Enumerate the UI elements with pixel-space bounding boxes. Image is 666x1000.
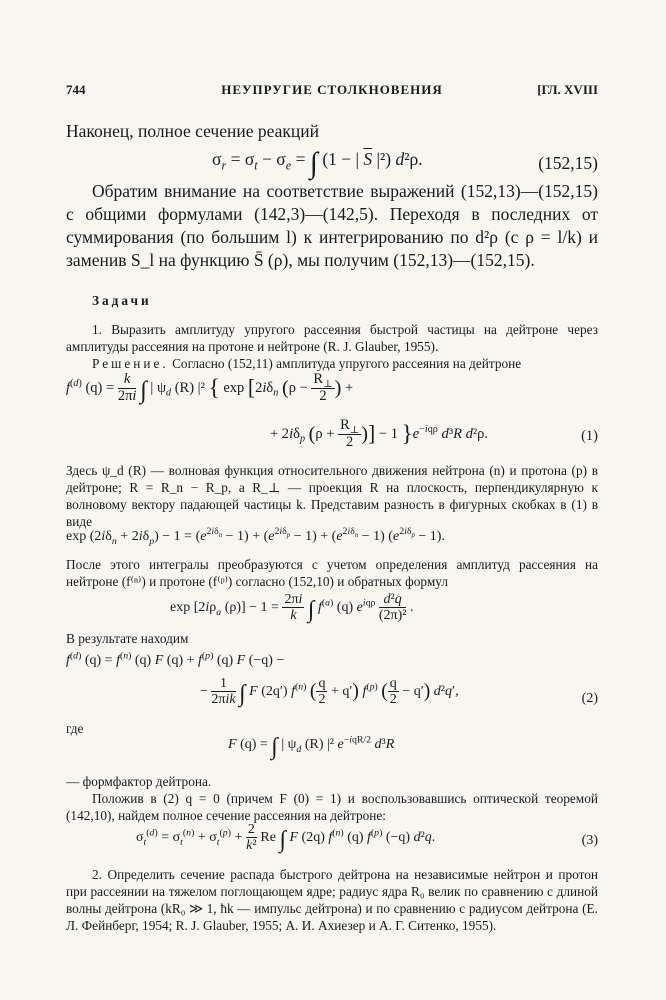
formfactor-text: — формфактор дейтрона. xyxy=(66,774,212,789)
page-number: 744 xyxy=(66,82,86,97)
running-title: НЕУПРУГИЕ СТОЛКНОВЕНИЯ xyxy=(221,82,443,97)
solution-head: Решение. xyxy=(92,356,169,371)
intro-text: Наконец, полное сечение реакций xyxy=(66,121,319,141)
equation-2-line-2: − $\frac{1}{\text{2πik}}$ ∫ F (2q′) $f^{(n)}$ ( $\frac{q}{2}$ + q′) $f^{(p)}$ ( $\frac{q}{2}$ − q′) d²q′, xyxy=(200,676,459,708)
after-text: После этого интегралы преобразуются с учетом определения амплитуд рассеяния на нейтроне (f⁽ⁿ⁾) и протоне (f⁽ᵖ⁾) согласно (152,10) и обратных формул xyxy=(66,557,598,589)
problem-2-statement: 2. Определить сечение распада быстрого дейтрона на независимые нейтрон и протон при рассеянии на тяжелом поглощающем ядре; радиус ядра R₀ велик по сравнению с длиной волны дейтрона (kR₀ ≫ 1, ħk — импульс дейтрона) и по сравнению с радиусом дейтрона (Е. Л. Фейнберг, 1954; R. J. Glauber, 1955; А. И. Ахиезер и А. Г. Ситенко, 1955). xyxy=(66,867,598,933)
solution-text: Согласно (152,11) амплитуда упругого рассеяния на дейтроне xyxy=(172,356,522,371)
equation-inverse-formula: $\exp [2i\rho_a$ (ρ)] − 1 = $\frac{2\pi i}{k}$ ∫ $f^{(a)}$ (q) $e^{iq\rho}$ $\frac{\text{d²q}}{\text{(2π)²}}$ . xyxy=(170,592,414,624)
solution-line xyxy=(66,355,598,372)
equation-1-label: (1) xyxy=(581,428,598,444)
equation-2-label: (2) xyxy=(581,691,598,706)
equation-3-label: (3) xyxy=(581,833,598,848)
gde-text: где xyxy=(66,721,84,736)
result-text: В результате находим xyxy=(66,631,189,646)
paragraph-compare: Обратим внимание на соответствие выражений (152,13)—(152,15) с общими формулами (142,3)—(142,5). Переходя в последних от суммирования (по большим l) к интегрированию по d²ρ (с ρ = l/k) и заменив S_l на функцию S̄ (ρ), мы получим (152,13)—(152,15). xyxy=(66,181,598,270)
page-header xyxy=(66,82,598,100)
equation-1-line-1: $f^{(d)}$ (q) = $\frac{k}{2\pi i}$ ∫ | $\psi_d$ (R) |² { $\exp [2i\delta_n$ (ρ − $\frac{R_\perp}{2}$ ) + xyxy=(66,371,354,404)
equation-1-line-2: + $2i\delta_p$ (ρ + $\frac{R_\perp}{2}$ )] − 1 }$e^{-iq\rho}$ d³R d²ρ. xyxy=(270,417,489,450)
equation-152-15: $\sigma_r = \sigma_t - \sigma_e$ = ∫ (1 − | $\overline{S}$ |²) d²ρ. xyxy=(212,146,423,180)
section-title: Задачи xyxy=(92,293,152,308)
equation-label: (152,15) xyxy=(538,153,598,173)
chapter-label: [ГЛ. XVIII xyxy=(537,82,598,97)
equation-2-line-1: $f^{(d)}$ $(q) = f^{(n)}$ (q) F $(q) + f^{(p)}$ (q) F (−q) − xyxy=(66,650,285,668)
equation-form-factor: F (q) = ∫ | $\psi_d$ (R) |² $e^{-iqR/2}$ d³R xyxy=(228,734,395,760)
equation-braces-expansion: $\exp (2i\delta_n + 2i\delta_p) - 1 = (e^{2i\delta_n} - 1) + (e^{2i\delta_p} - 1) + (e^{2i\delta_n} - 1) (e^{2i\delta_p} - 1)$. xyxy=(66,526,445,547)
problem-1-statement: 1. Выразить амплитуду упругого рассеяния быстрой частицы на дейтроне через амплитуды рассеяния на протоне и нейтроне (R. J. Glauber, 1955). xyxy=(66,322,598,354)
where-text: Здесь ψ_d (R) — волновая функция относительного движения нейтрона (n) и протона (p) в дейтроне; R = R_n − R_p, а R_⊥ — проекция R на плоскость, перпендикулярную к волновому вектору падающей частицы k. Представим разность в фигурных скобках в (1) в виде xyxy=(66,463,598,529)
optical-text: Положив в (2) q = 0 (причем F (0) = 1) и воспользовавшись оптической теоремой (142,10), найдем полное сечение рассеяния на дейтроне: xyxy=(66,791,598,823)
equation-3: $\sigma_t^{(d)} = \sigma_t^{(n)} + \sigma_t^{(p)}$ + $\frac{2}{\text{k²}}$ Re ∫ F (2q) $f^{(n)}$ (q) $f^{(p)}$ (−q) d²q. xyxy=(136,822,436,854)
